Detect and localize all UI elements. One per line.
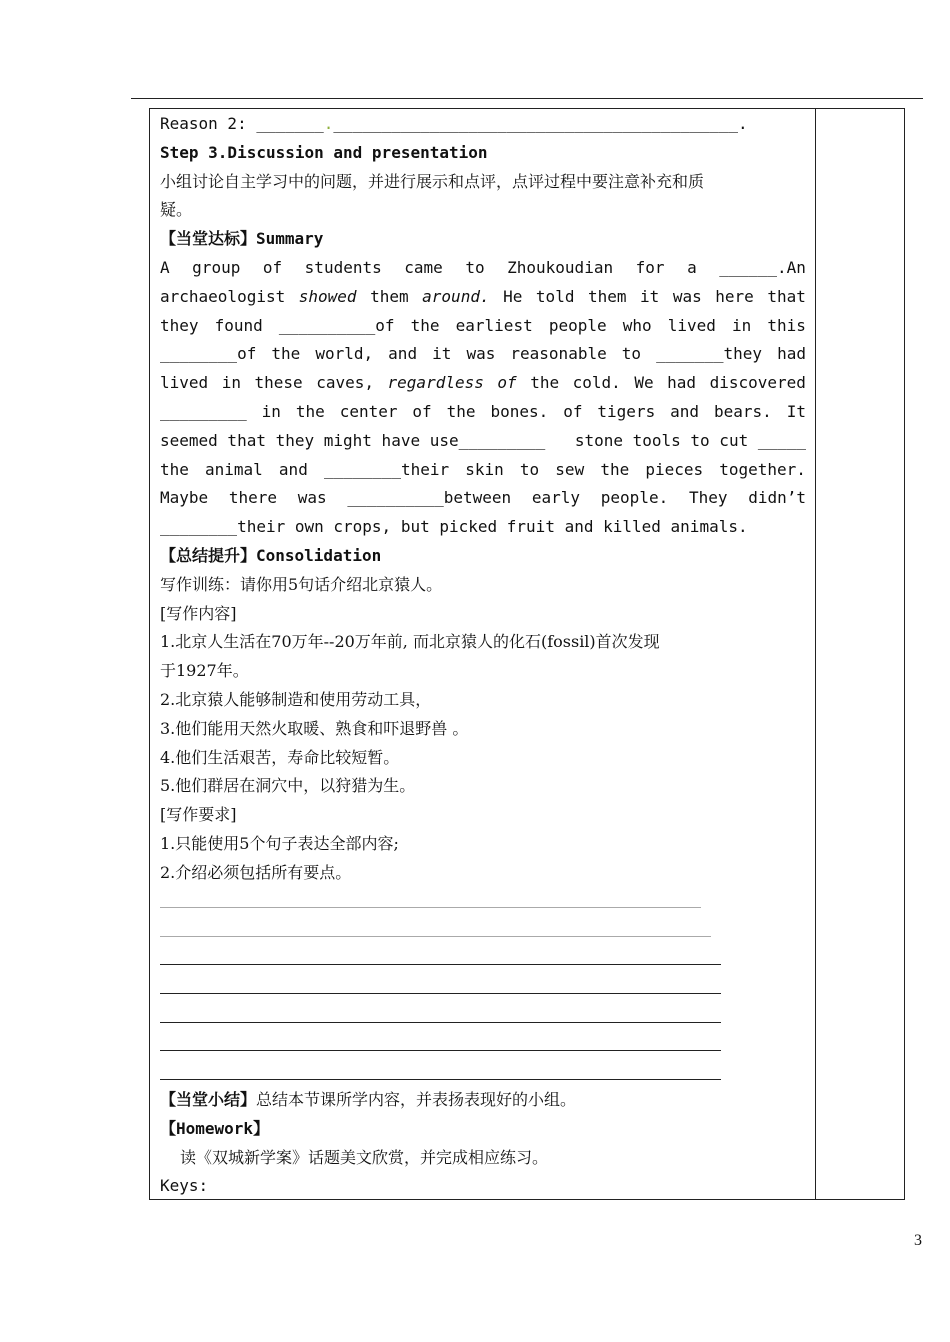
step-3-desc-line-1: 小组讨论自主学习中的问题，并进行展示和点评，点评过程中要注意补充和质 [160, 171, 705, 191]
answer-line-3[interactable] [160, 964, 721, 965]
step-3-desc-line-2: 疑。 [160, 200, 193, 220]
blank-1[interactable]: ______.An [719, 257, 806, 277]
writing-content-heading: [写作内容] [160, 603, 237, 623]
writing-point-1b: 于1927年。 [160, 661, 249, 681]
summary-line-2: archaeologist showed them around. He told them it was here that [160, 286, 806, 306]
blank-2[interactable]: __________of [278, 315, 395, 335]
notes-column-divider [815, 108, 816, 1200]
writing-point-2: 2.北京猿人能够制造和使用劳动工具， [160, 689, 432, 709]
summary-line-8: the animal and ________their skin to sew the pieces together. [160, 456, 806, 485]
summary-line-9: Maybe there was __________between early people. They didn’t [160, 484, 806, 513]
reason-2-blank[interactable]: _______.__________________________________________. [256, 114, 748, 133]
summary-heading: 【当堂达标】Summary [160, 229, 324, 249]
summary-line-4: ________of the world, and it was reasonable to _______they had [160, 340, 806, 369]
summary-line-7: seemed that they might have use_________ stone tools to cut _____ [160, 430, 806, 450]
summary-line-3: they found __________of the earliest people who lived in this [160, 312, 806, 341]
blank-4[interactable]: _______they [656, 344, 763, 364]
blank-3[interactable]: ________of [160, 344, 257, 364]
class-summary-heading: 【当堂小结】 [160, 1090, 257, 1109]
worksheet-content [160, 110, 806, 888]
worksheet-footer-content [160, 1086, 806, 1201]
writing-requirement-2: 2.介绍必须包括所有要点。 [160, 862, 352, 882]
page-number: 3 [914, 1232, 922, 1249]
answer-line-1[interactable] [160, 907, 701, 908]
writing-point-4: 4.他们生活艰苦，寿命比较短暂。 [160, 747, 400, 767]
step-3-heading: Step 3.Discussion and presentation [160, 142, 488, 162]
answer-line-2[interactable] [160, 936, 711, 937]
writing-task: 写作训练：请你用5句话介绍北京猿人。 [160, 574, 443, 594]
writing-requirements-heading: [写作要求] [160, 805, 237, 825]
header-rule [131, 98, 923, 99]
blank-5[interactable]: _________ [160, 401, 247, 421]
summary-line-1: A group of students came to Zhoukoudian for a ______.An [160, 254, 806, 283]
summary-line-10: ________their own crops, but picked fruit and killed animals. [160, 517, 748, 537]
answer-line-4[interactable] [160, 993, 721, 994]
summary-line-6: _________ in the center of the bones. of tigers and bears. It [160, 398, 806, 427]
answer-line-6[interactable] [160, 1050, 721, 1051]
blank-8[interactable]: ________their [323, 459, 450, 479]
class-summary [160, 1086, 806, 1115]
writing-point-5: 5.他们群居在洞穴中，以狩猎为生。 [160, 776, 416, 796]
summary-line-5: lived in these caves, regardless of the cold. We had discovered [160, 373, 806, 393]
homework-text: 读《双城新学案》话题美文欣赏，并完成相应练习。 [180, 1147, 549, 1167]
writing-requirement-1: 1.只能使用5个句子表达全部内容; [160, 833, 399, 853]
writing-point-1a: 1.北京人生活在70万年--20万年前, 而北京猿人的化石(fossil)首次发现 [160, 632, 660, 652]
keys-label: Keys: [160, 1176, 209, 1196]
reason-2-label: Reason 2: [160, 114, 247, 133]
reason-2-line [160, 110, 806, 139]
answer-line-5[interactable] [160, 1022, 721, 1023]
answer-line-7[interactable] [160, 1079, 721, 1080]
blank-9[interactable]: __________between [347, 488, 512, 508]
class-summary-text: 总结本节课所学内容，并表扬表现好的小组。 [256, 1090, 577, 1109]
consolidation-heading: 【总结提升】Consolidation [160, 545, 382, 565]
writing-point-3: 3.他们能用天然火取暖、熟食和吓退野兽 。 [160, 718, 469, 738]
homework-heading: 【Homework】 [160, 1118, 270, 1138]
